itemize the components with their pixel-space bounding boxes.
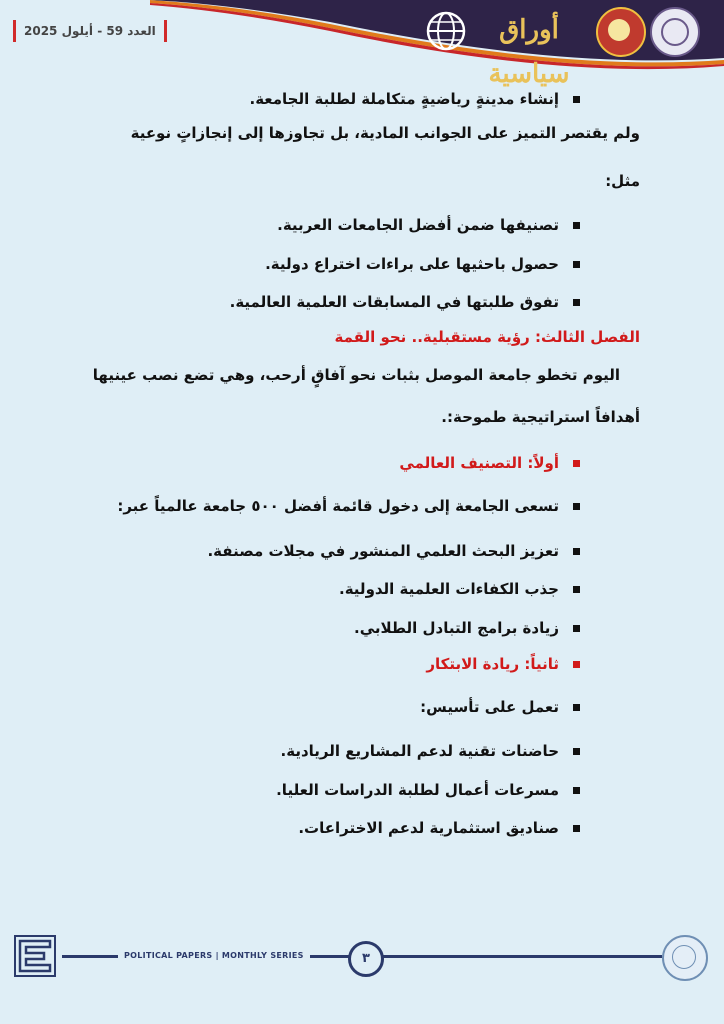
globe-icon (425, 10, 467, 52)
paragraph-line: أهدافاً استراتيجية طموحة:. (441, 408, 640, 426)
bullet-icon (573, 548, 580, 555)
bullet-icon (573, 460, 580, 467)
list-item: صناديق استثمارية لدعم الاختراعات. (298, 819, 580, 837)
university-logo (650, 7, 700, 57)
bullet-icon (573, 661, 580, 668)
bullet-icon (573, 586, 580, 593)
issue-label: العدد 59 - أيلول 2025 (13, 20, 167, 42)
bullet-icon (573, 787, 580, 794)
college-logo (596, 7, 646, 57)
brand-logo: أوراق سياسية (488, 15, 570, 89)
list-item: زيادة برامج التبادل الطلابي. (354, 619, 580, 637)
section-heading: الفصل الثالث: رؤية مستقبلية.. نحو القمة (334, 328, 640, 346)
subheading-item: ثانياً: ريادة الابتكار (426, 655, 580, 673)
bullet-icon (573, 825, 580, 832)
paragraph-line: اليوم تخطو جامعة الموصل بثبات نحو آفاقٍ أرحب، وهي تضع نصب عينيها (92, 366, 620, 384)
list-item: إنشاء مدينةٍ رياضيةٍ متكاملة لطلبة الجامعة. (250, 90, 581, 108)
bullet-icon (573, 299, 580, 306)
list-item: تعمل على تأسيس: (420, 698, 580, 716)
bullet-icon (573, 503, 580, 510)
kufic-logo-icon (14, 935, 56, 977)
footer-seal-logo (662, 935, 708, 981)
page-number: ٣ (348, 941, 384, 977)
list-item: جذب الكفاءات العلمية الدولية. (339, 580, 580, 598)
list-item: تصنيفها ضمن أفضل الجامعات العربية. (277, 216, 580, 234)
bullet-icon (573, 261, 580, 268)
bullet-icon (573, 625, 580, 632)
subheading-item: أولاً: التصنيف العالمي (399, 454, 580, 472)
list-item: تفوق طلبتها في المسابقات العلمية العالمية. (230, 293, 580, 311)
series-label: POLITICAL PAPERS | MONTHLY SERIES (118, 948, 310, 964)
bullet-icon (573, 222, 580, 229)
list-item: تسعى الجامعة إلى دخول قائمة أفضل ٥٠٠ جامعة عالمياً عبر: (117, 497, 580, 515)
list-item: حصول باحثيها على براءات اختراع دولية. (265, 255, 580, 273)
bullet-icon (573, 704, 580, 711)
list-item: تعزيز البحث العلمي المنشور في مجلات مصنفة. (207, 542, 580, 560)
bullet-icon (573, 96, 580, 103)
list-item: مسرعات أعمال لطلبة الدراسات العليا. (276, 781, 580, 799)
paragraph-line: مثل: (605, 172, 640, 190)
bullet-icon (573, 748, 580, 755)
list-item: حاضنات تقنية لدعم المشاريع الريادية. (281, 742, 580, 760)
paragraph-line: ولم يقتصر التميز على الجوانب المادية، بل تجاوزها إلى إنجازاتٍ نوعية (130, 124, 640, 142)
